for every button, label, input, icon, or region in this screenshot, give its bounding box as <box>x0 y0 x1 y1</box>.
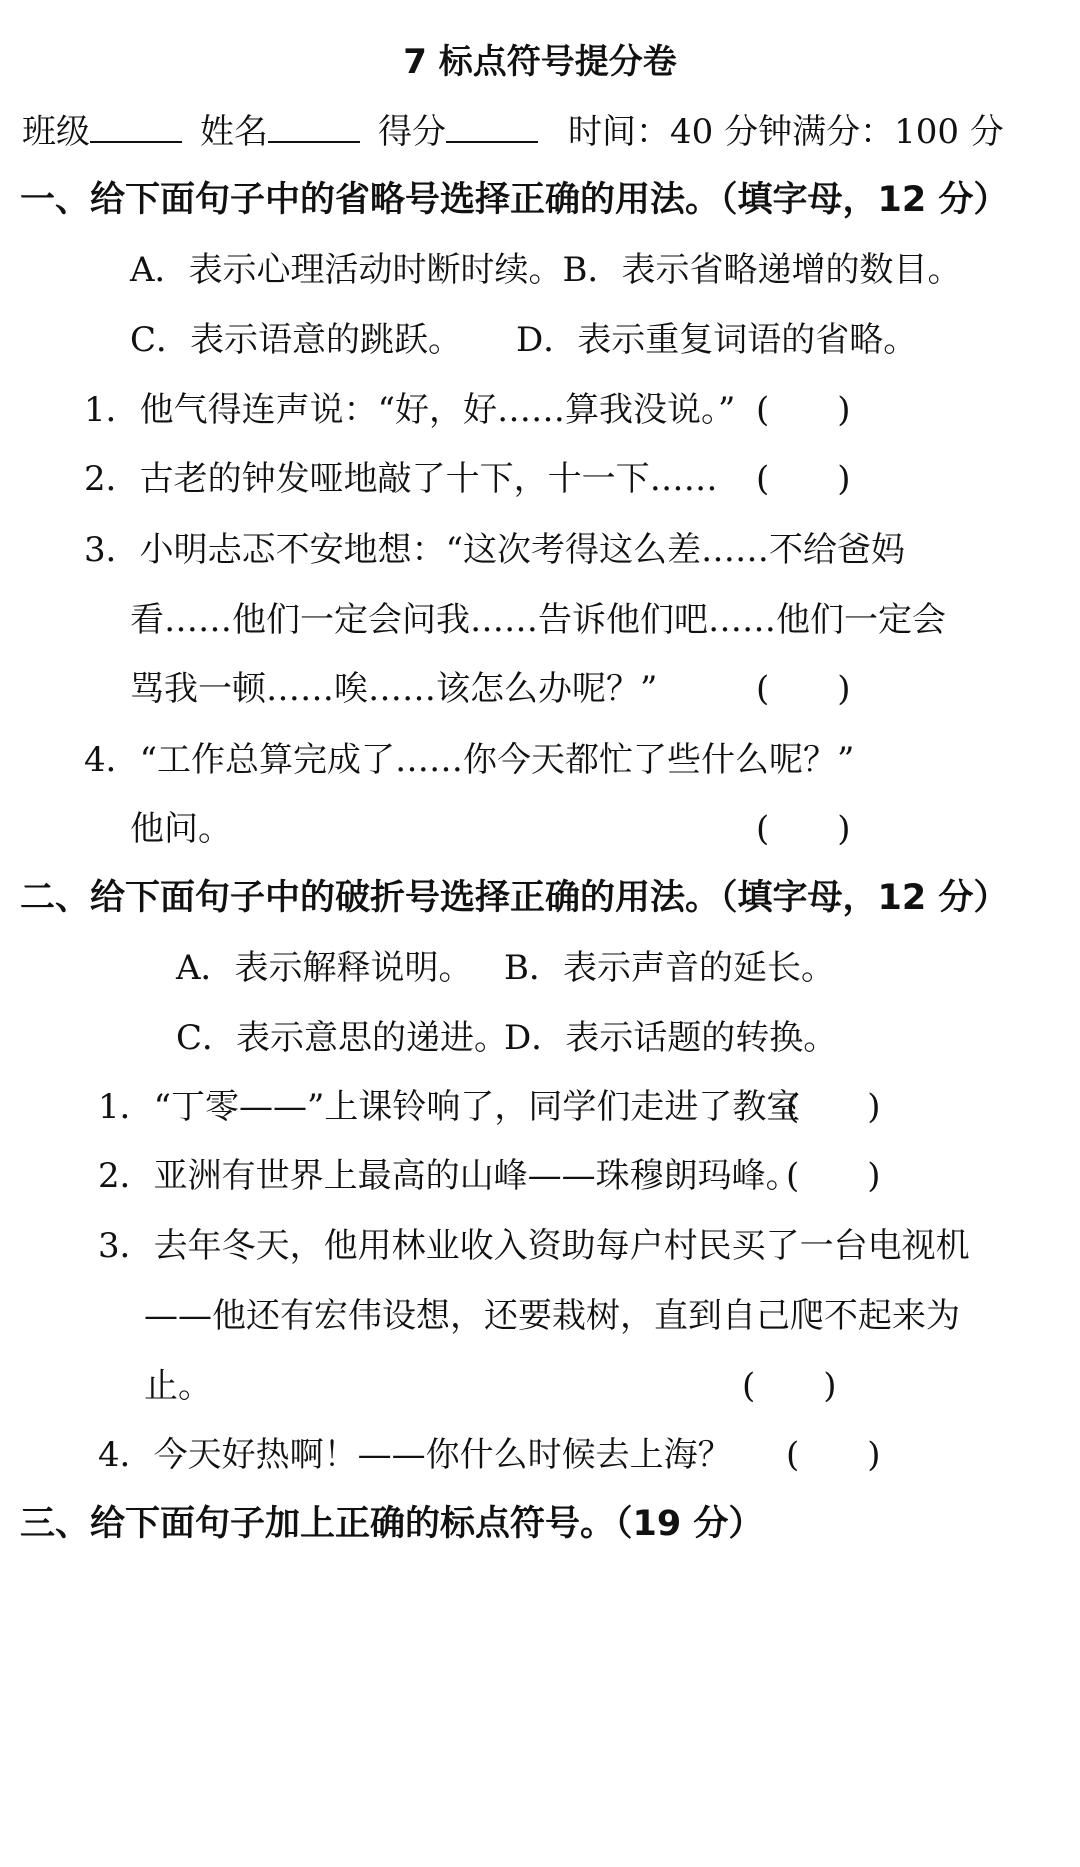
section1-q3-answer[interactable]: ( ) <box>756 669 851 709</box>
score-label: 得分 <box>378 112 446 152</box>
question-text: “工作总算完成了……你今天都忙了些什么呢？” <box>139 740 855 780</box>
class-label: 班级 <box>22 112 90 152</box>
section2-q3-line1 <box>98 1222 970 1270</box>
section2-option-d: D．表示话题的转换。 <box>504 1018 838 1058</box>
question-text: “丁零——”上课铃响了，同学们走进了教室 <box>153 1087 801 1127</box>
name-blank[interactable] <box>268 111 360 143</box>
section1-q2-answer[interactable]: ( ) <box>756 459 851 499</box>
section2-q3-line3: 止。 <box>144 1366 212 1406</box>
question-text: 古老的钟发哑地敲了十下，十一下…… <box>139 459 718 499</box>
section1-q4-line2: 他问。 <box>130 809 232 849</box>
section2-option-c: C．表示意思的递进。 <box>176 1018 509 1058</box>
section2-q1-answer[interactable]: ( ) <box>786 1087 881 1127</box>
section2-q3-line2: ——他还有宏伟设想，还要栽树，直到自己爬不起来为 <box>144 1296 960 1336</box>
section1-q3-line3: 骂我一顿……唉……该怎么办呢？” <box>130 669 658 709</box>
score-blank[interactable] <box>446 111 538 143</box>
question-number: 3． <box>98 1226 154 1266</box>
question-number: 2． <box>84 459 140 499</box>
section2-q3-answer[interactable]: ( ) <box>742 1366 837 1406</box>
section1-option-d: D．表示重复词语的省略。 <box>516 320 918 360</box>
section1-q3-line1 <box>84 526 905 574</box>
question-text: 亚洲有世界上最高的山峰——珠穆朗玛峰。 <box>153 1156 800 1196</box>
question-text: 今天好热啊！——你什么时候去上海？ <box>153 1435 732 1475</box>
time-text: 时间：40 分钟满分：100 分 <box>568 112 1004 152</box>
question-number: 4． <box>84 740 140 780</box>
section1-q4-line1 <box>84 736 854 784</box>
section1-option-ab: A．表示心理活动时断时续。B．表示省略递增的数目。 <box>130 250 962 290</box>
question-number: 3． <box>84 530 140 570</box>
section2-q2-answer[interactable]: ( ) <box>786 1156 881 1196</box>
question-number: 1． <box>98 1087 154 1127</box>
section2-option-b: B．表示声音的延长。 <box>504 948 835 988</box>
question-text: 他气得连声说：“好，好……算我没说。” <box>139 390 736 430</box>
section1-q1 <box>84 386 735 434</box>
section1-q1-answer[interactable]: ( ) <box>756 390 851 430</box>
section1-heading: 一、给下面句子中的省略号选择正确的用法。（填字母，12 分） <box>20 180 1009 220</box>
section1-option-c: C．表示语意的跳跃。 <box>130 320 463 360</box>
info-line <box>22 108 1004 156</box>
section3-heading: 三、给下面句子加上正确的标点符号。（19 分） <box>20 1504 764 1544</box>
section1-q4-answer[interactable]: ( ) <box>756 809 851 849</box>
section2-q4-answer[interactable]: ( ) <box>786 1435 881 1475</box>
section2-q1 <box>98 1083 800 1131</box>
page-title: 7 标点符号提分卷 <box>403 42 677 82</box>
section1-q2 <box>84 455 718 503</box>
question-text: 去年冬天，他用林业收入资助每户村民买了一台电视机 <box>153 1226 970 1266</box>
section2-q2 <box>98 1152 800 1200</box>
question-number: 4． <box>98 1435 154 1475</box>
class-blank[interactable] <box>90 111 182 143</box>
section2-heading: 二、给下面句子中的破折号选择正确的用法。（填字母，12 分） <box>20 878 1009 918</box>
question-text: 小明忐忑不安地想：“这次考得这么差……不给爸妈 <box>139 530 906 570</box>
question-number: 1． <box>84 390 140 430</box>
section2-option-a: A．表示解释说明。 <box>176 948 473 988</box>
name-label: 姓名 <box>200 112 268 152</box>
question-number: 2． <box>98 1156 154 1196</box>
section2-q4 <box>98 1431 732 1479</box>
section1-q3-line2: 看……他们一定会问我……告诉他们吧……他们一定会 <box>130 600 946 640</box>
